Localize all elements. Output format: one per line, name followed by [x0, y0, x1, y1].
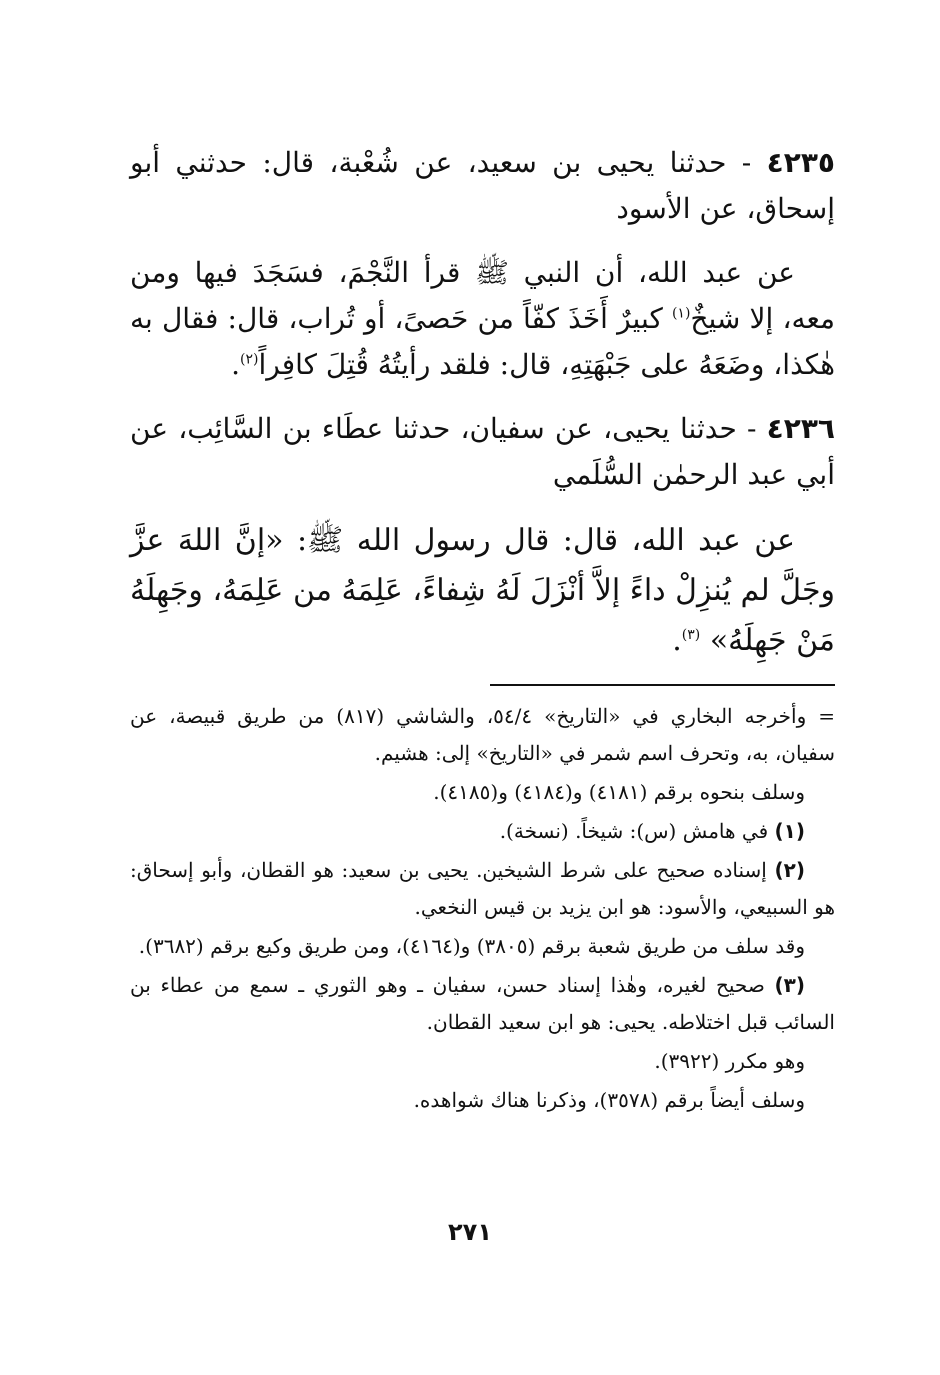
footnote-number: (١) — [774, 819, 805, 843]
footnote-marker[interactable]: (١) — [671, 305, 691, 322]
matn-text: عن عبد الله، أن النبي ﷺ قرأ النَّجْمَ، فسَجَدَ فيها ومن معه، إلا شيخٌ — [130, 256, 835, 335]
footnote-text: صحيح لغيره، وهٰذا إسناد حسن، سفيان ـ وهو الثوري ـ سمع من عطاء بن السائب قبل اختلاطه. يحيى: هو ابن سعيد القطان. — [130, 973, 835, 1034]
footnote-2 — [130, 852, 835, 926]
footnote-3-continued: وهو مكرر (٣٩٢٢). — [654, 1049, 805, 1073]
footnote-continued: = وأخرجه البخاري في «التاريخ» ٥٤/٤، والشاشي (٨١٧) من طريق قبيصة، عن سفيان، به، وتحرف اسم شمر في «التاريخ» إلى: هشيم. — [130, 704, 835, 765]
hadith-number: ٤٢٣٥ — [766, 146, 836, 179]
footnote-number: (٢) — [774, 858, 805, 882]
footnotes-section — [130, 698, 835, 1119]
footnote-3-continued-2: وسلف أيضاً برقم (٣٥٧٨)، وذكرنا هناك شواهده. — [413, 1088, 805, 1112]
hadith-4236-matn — [130, 516, 835, 666]
matn-end: . — [231, 348, 241, 381]
matn-text: عن عبد الله، قال: قال رسول الله ﷺ: «إنَّ اللهَ عزَّ وجَلَّ لم يُنزِلْ داءً إلاَّ أنْزَلَ لَهُ شِفاءً، عَلِمَهُ من عَلِمَهُ، وجَهِلَهُ مَنْ جَهِلَهُ» — [130, 523, 835, 658]
footnote-continued-2: وسلف بنحوه برقم (٤١٨١) و(٤١٨٤) و(٤١٨٥). — [433, 780, 805, 804]
hadith-number: ٤٢٣٦ — [766, 412, 836, 445]
footnote-3 — [130, 967, 835, 1041]
isnad-text: - حدثنا يحيى بن سعيد، عن شُعْبة، قال: حدثني أبو إسحاق، عن الأسود — [130, 146, 835, 225]
footnote-1 — [130, 813, 835, 850]
footnote-2-continued: وقد سلف من طريق شعبة برقم (٣٨٠٥) و(٤١٦٤)، ومن طريق وكيع برقم (٣٦٨٢). — [138, 934, 805, 958]
hadith-4236-isnad — [130, 406, 835, 498]
footnote-text: في هامش (س): شيخاً. (نسخة). — [499, 819, 775, 843]
page-body — [130, 140, 835, 1121]
hadith-4235-isnad — [130, 140, 835, 232]
footnote-text: إسناده صحيح على شرط الشيخين. يحيى بن سعيد: هو القطان، وأبو إسحاق: هو السبيعي، والأسود: هو ابن يزيد بن قيس النخعي. — [130, 858, 835, 919]
footnote-divider — [490, 684, 835, 686]
hadith-4235-matn — [130, 250, 835, 388]
footnote-number: (٣) — [774, 973, 805, 997]
footnote-marker[interactable]: (٢) — [240, 351, 259, 368]
isnad-text: - حدثنا يحيى، عن سفيان، حدثنا عطَاء بن السَّائِب، عن أبي عبد الرحمٰن السُّلَمي — [130, 412, 835, 491]
main-text — [130, 140, 835, 666]
page-number: ٢٧١ — [448, 1218, 492, 1246]
footnote-marker[interactable]: (٣) — [681, 627, 701, 643]
matn-end: . — [672, 623, 682, 658]
matn-text: كبيرٌ أَخَذَ كفّاً من حَصىً، أو تُراب، قال: فقال به هٰكذا، وضَعَهُ على جَبْهَتِهِ، قال: فلقد رأيتُهُ قُتِلَ كافِراً — [130, 302, 835, 381]
